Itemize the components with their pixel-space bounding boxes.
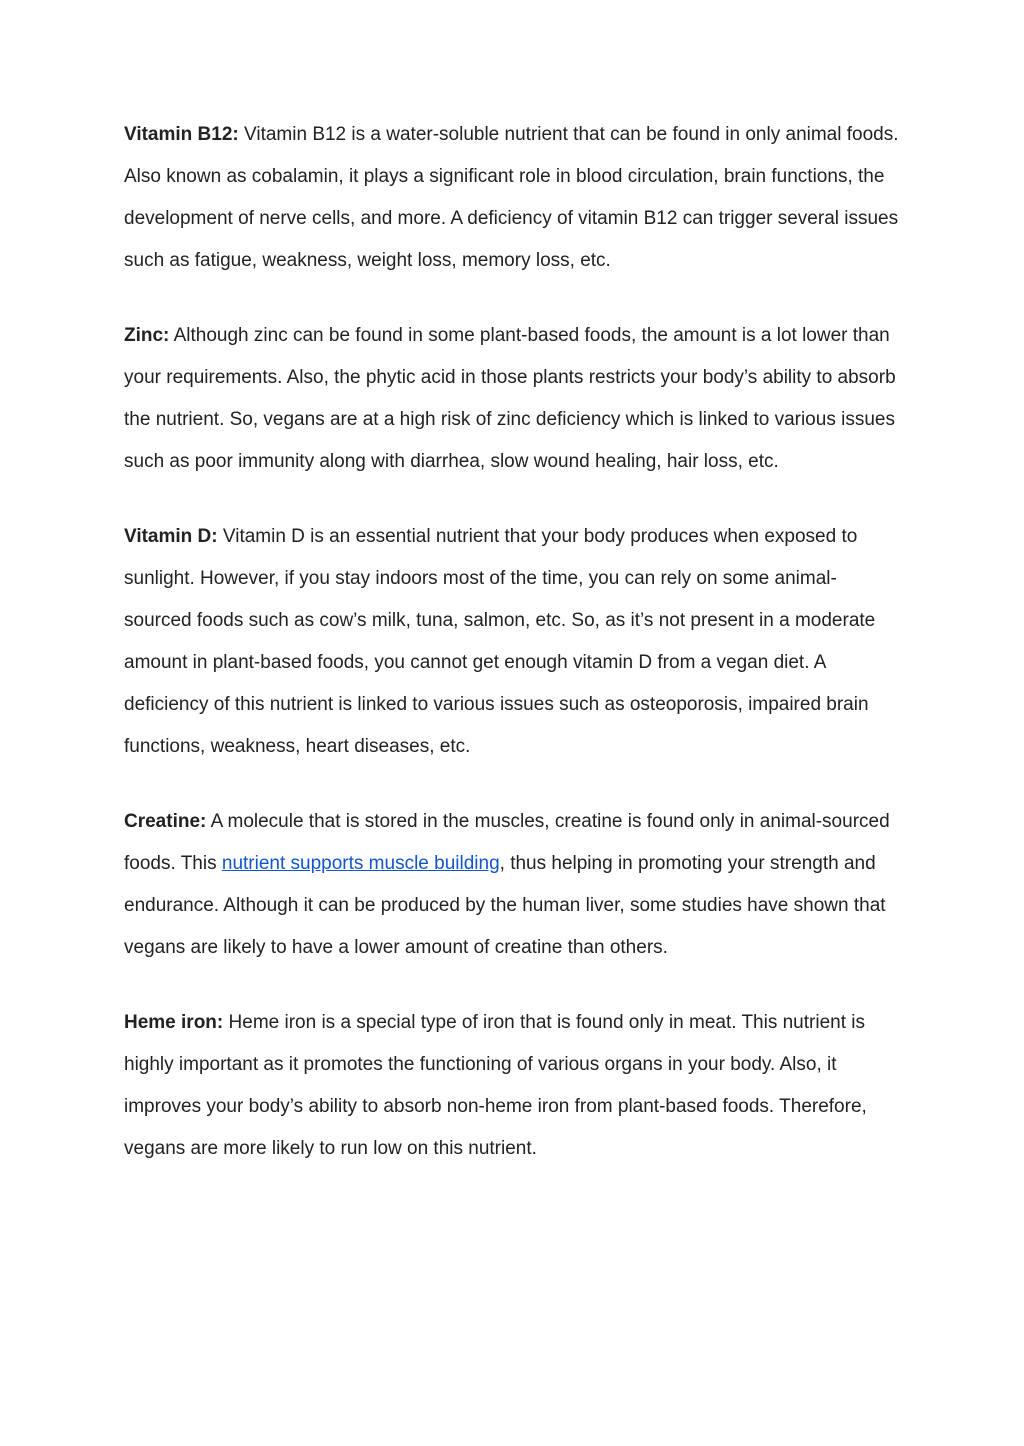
term-zinc: Zinc: (124, 325, 170, 346)
term-heme-iron: Heme iron: (124, 1012, 224, 1033)
document-page (124, 114, 900, 1203)
term-creatine: Creatine: (124, 811, 207, 832)
paragraph-text-before-link: A molecule that is stored in the muscles, creatine is found only in animal-sourced foods. This (124, 811, 890, 874)
paragraph-text: Vitamin B12 is a water-soluble nutrient that can be found in only animal foods. Also known as cobalamin, it plays a significant role in blood circulation, brain functions, the development of nerve cells, and more. A deficiency of vitamin B12 can trigger several issues such as fatigue, weakness, weight loss, memory loss, etc. (124, 124, 899, 271)
paragraph-zinc (124, 315, 900, 483)
paragraph-text: Although zinc can be found in some plant-based foods, the amount is a lot lower than your requirements. Also, the phytic acid in those plants restricts your body’s ability to absorb the nutrient. So, vegans are at a high risk of zinc deficiency which is linked to various issues such as poor immunity along with diarrhea, slow wound healing, hair loss, etc. (124, 325, 896, 472)
paragraph-vitamin-b12 (124, 114, 900, 282)
paragraph-text-after-link: , thus helping in promoting your strength and endurance. Although it can be produced by the human liver, some studies have shown that vegans are likely to have a lower amount of creatine than others. (124, 853, 886, 958)
term-vitamin-b12: Vitamin B12: (124, 124, 239, 145)
paragraph-text: Heme iron is a special type of iron that is found only in meat. This nutrient is highly important as it promotes the functioning of various organs in your body. Also, it improves your body’s ability to absorb non-heme iron from plant-based foods. Therefore, vegans are more likely to run low on this nutrient. (124, 1012, 867, 1159)
paragraph-creatine (124, 801, 900, 969)
muscle-building-link[interactable]: nutrient supports muscle building (221, 853, 500, 874)
paragraph-vitamin-d (124, 516, 900, 768)
paragraph-text: Vitamin D is an essential nutrient that your body produces when exposed to sunlight. However, if you stay indoors most of the time, you can rely on some animal-sourced foods such as cow’s milk, tuna, salmon, etc. So, as it’s not present in a moderate amount in plant-based foods, you cannot get enough vitamin D from a vegan diet. A deficiency of this nutrient is linked to various issues such as osteoporosis, impaired brain functions, weakness, heart diseases, etc. (124, 526, 876, 757)
term-vitamin-d: Vitamin D: (124, 526, 218, 547)
paragraph-heme-iron (124, 1002, 900, 1170)
